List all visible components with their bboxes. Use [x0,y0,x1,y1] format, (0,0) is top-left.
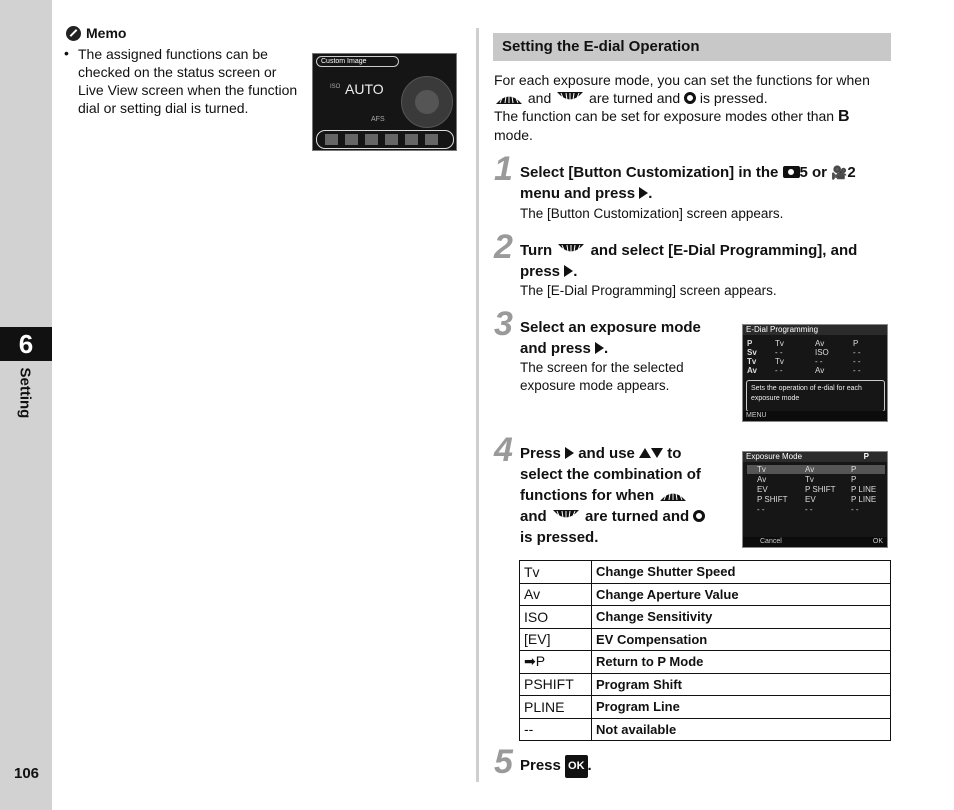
step-2-text-c: press [520,263,561,280]
step-5-text: Press [520,757,561,774]
chapter-name-container [10,367,40,442]
function-description: Program Line [592,696,891,719]
step-4-line-3 [520,485,730,506]
intro-line-1: For each exposure mode, you can set the functions for when [494,72,870,88]
step-4-number: 4 [494,431,513,469]
step-1-text-d: menu and press [520,185,636,202]
functions-table [519,560,891,741]
step-2-subtext: The [E-Dial Programming] screen appears. [520,283,777,298]
step-3-text-b: and press [520,340,591,357]
exposure-row: Av Tv P [757,475,857,484]
table-row [520,628,891,651]
step-4-text-and: and [520,508,547,525]
function-symbol: ➡P [520,651,592,674]
edial-programming-screen [742,324,888,422]
memo-pencil-icon [66,26,81,41]
intro-paragraph [494,71,889,144]
status-screen-function-bar [316,130,454,149]
function-symbol: [EV] [520,628,592,651]
memo-heading-text: Memo [86,25,127,41]
edial-row: Sv - - ISO - - [747,348,861,357]
exposure-row: EV P SHIFT P LINE [757,485,877,494]
table-row [520,696,891,719]
function-description: Change Aperture Value [592,583,891,606]
right-arrow-icon [564,265,573,277]
step-4-title [520,443,730,548]
step-1-text-a: Select [Button Customization] in the [520,164,779,181]
function-symbol: ISO [520,606,592,629]
rear-dial-icon [556,243,586,257]
edial-screen-footer: MENU [743,411,887,421]
front-dial-icon [494,91,524,105]
step-4-text-turned: are turned and [585,508,690,525]
exposure-mode-screen [742,451,888,548]
step-5-title: Press OK . [520,755,592,778]
step-4-line-4 [520,506,730,527]
step-4-line-5: is pressed. [520,529,599,546]
function-description: Not available [592,718,891,741]
chapter-sidebar [0,0,52,810]
step-3-subtext: The screen for the selected exposure mode appears. [520,360,684,393]
exposure-screen-header [743,452,887,462]
intro-line-3-text: The function can be set for exposure modes other than [494,108,835,124]
bulb-mode-icon: B [838,108,850,125]
step-4-text-use: and use [578,445,635,462]
green-button-icon [693,510,705,522]
status-screen-iso: ISO [330,84,341,90]
step-1-text-b: 5 or [799,164,828,181]
status-screen-image [312,53,457,151]
right-arrow-icon [595,342,604,354]
memo-bullet: • [64,45,69,61]
function-description: EV Compensation [592,628,891,651]
function-description: Return to P Mode [592,651,891,674]
step-4-line-1 [520,443,730,464]
step-3-text-a: Select an exposure mode [520,319,701,336]
ok-button-icon: OK [565,755,588,778]
exposure-row-selected: Tv Av P [747,465,885,474]
right-arrow-icon [639,187,648,199]
front-dial-icon [658,488,688,502]
table-row [520,583,891,606]
memo-heading [66,25,126,41]
chapter-name: Setting [16,367,34,419]
status-screen-af: AFS [371,116,385,123]
intro-line-3 [494,107,889,126]
exposure-screen-title: Exposure Mode [746,452,803,461]
intro-pressed: is pressed. [699,90,768,106]
down-arrow-icon [651,448,663,458]
step-2-text-a: Turn [520,242,553,259]
table-row [520,673,891,696]
right-arrow-icon [565,447,574,459]
exposure-screen-cancel: Cancel [760,538,782,545]
step-1-number: 1 [494,150,513,188]
section-title: Setting the E-dial Operation [493,33,891,61]
function-description: Program Shift [592,673,891,696]
step-4-text-press: Press [520,445,561,462]
exposure-row: - - - - - - [757,505,859,514]
step-4-text-to: to [667,445,682,462]
function-symbol: PSHIFT [520,673,592,696]
exposure-row: P SHIFT EV P LINE [757,495,877,504]
function-description: Change Shutter Speed [592,561,891,584]
step-4-text-functions: functions for when [520,487,655,504]
edial-screen-hint: Sets the operation of e-dial for each exposure mode [746,380,885,412]
intro-turned: are turned and [589,90,681,106]
step-1-text-c: 2 [847,164,856,181]
intro-line-4: mode. [494,127,533,143]
function-description: Change Sensitivity [592,606,891,629]
green-button-icon [684,92,696,104]
step-3-number: 3 [494,305,513,343]
step-1-title: Select [Button Customization] in the 5 or 🎥2 menu and press . [520,164,856,202]
function-symbol: -- [520,718,592,741]
step-1-subtext: The [Button Customization] screen appears. [520,206,784,221]
status-screen-dial-icon [401,76,453,128]
step-3-title: Select an exposure mode and press . [520,317,730,359]
step-4-line-2: select the combination of [520,466,701,483]
memo-text: The assigned functions can be checked on the status screen or Live View screen when the function dial or setting dial is turned. [78,46,298,116]
rear-dial-icon [551,509,581,523]
table-row [520,651,891,674]
function-symbol: Tv [520,561,592,584]
step-2-number: 2 [494,228,513,266]
edial-row: Tv Tv - - - - [747,357,861,366]
intro-line-2 [494,89,889,107]
edial-row: Av - - Av - - [747,366,861,375]
step-5-number: 5 [494,743,513,781]
status-screen-label: Custom Image [316,56,399,67]
table-row [520,606,891,629]
edial-screen-title: E-Dial Programming [743,325,887,335]
exposure-screen-ok: OK [872,538,883,545]
edial-row: P Tv Av P [747,339,859,348]
chapter-number: 6 [0,327,52,361]
column-divider [476,28,479,782]
rear-dial-icon [555,91,585,105]
camera-menu-icon [783,166,800,178]
table-row [520,561,891,584]
movie-menu-icon: 🎥 [831,165,848,180]
exposure-screen-mode: P [863,452,869,461]
status-screen-mode: AUTO [345,81,384,97]
page-number: 106 [14,765,40,782]
step-2-text-b: and select [E-Dial Programming], and [590,242,858,259]
table-row [520,718,891,741]
function-symbol: PLINE [520,696,592,719]
step-2-title: Turn and select [E-Dial Programming], and press . [520,242,858,280]
exposure-screen-footer [743,537,887,547]
function-symbol: Av [520,583,592,606]
intro-and: and [527,90,552,106]
up-arrow-icon [639,448,651,458]
